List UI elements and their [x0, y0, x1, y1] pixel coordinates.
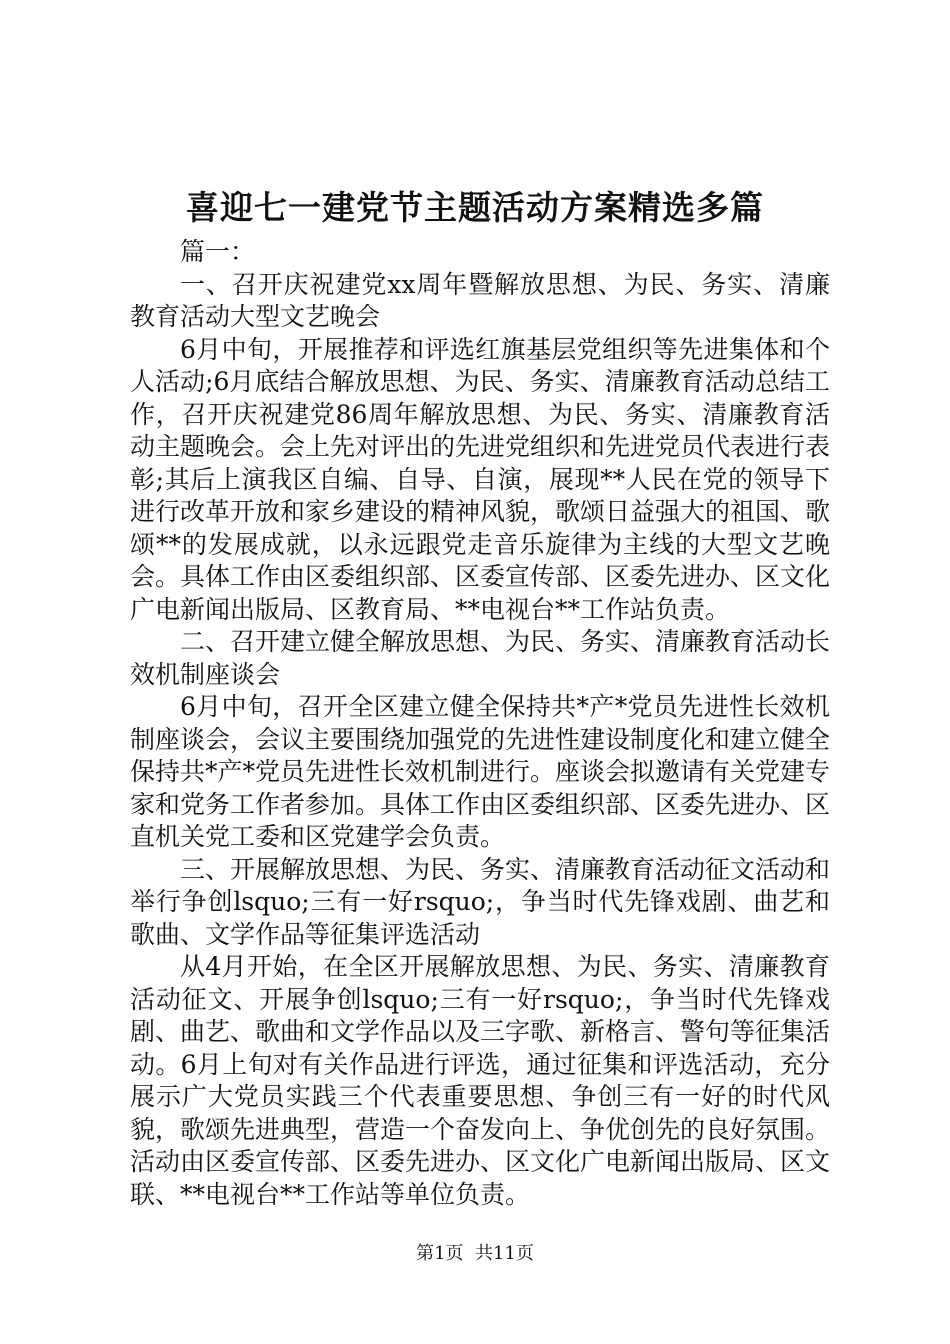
page-total: 共11页 [475, 1243, 534, 1264]
item-body-2: 6月中旬，召开全区建立健全保持共*产*党员先进性长效机制座谈会，会议主要围绕加强党的先进性建设制度化和建立健全保持共*产*党员先进性长效机制进行。座谈会拟邀请有关党建专家和党务工作者参加。具体工作由区委组织部、区委先进办、区直机关党工委和区党建学会负责。 [130, 692, 831, 851]
item-body-3: 从4月开始，在全区开展解放思想、为民、务实、清廉教育活动征文、开展争创lsquo;三有一好rsquo;，争当时代先锋戏剧、曲艺、歌曲和文学作品以及三字歌、新格言、警句等征集活动。6月上旬对有关作品进行评选，通过征集和评选活动，充分展示广大党员实践三个代表重要思想、争创三有一好的时代风貌，歌颂先进典型，营造一个奋发向上、争优创先的良好氛围。活动由区委宣传部、区委先进办、区文化广电新闻出版局、区文联、**电视台**工作站等单位负责。 [130, 952, 831, 1209]
page-footer [0, 1242, 950, 1266]
item-heading-3: 三、开展解放思想、为民、务实、清廉教育活动征文活动和举行争创lsquo;三有一好rsquo;，争当时代先锋戏剧、曲艺和歌曲、文学作品等征集评选活动 [130, 854, 831, 949]
document-title: 喜迎七一建党节主题活动方案精选多篇 [186, 188, 764, 227]
item-heading-2: 二、召开建立健全解放思想、为民、务实、清廉教育活动长效机制座谈会 [130, 627, 831, 689]
section-heading-part-one: 篇一： [180, 237, 256, 266]
footer-separator [464, 1243, 475, 1264]
page-number: 第1页 [416, 1243, 464, 1264]
document-body [130, 236, 830, 1211]
item-heading-1: 一、召开庆祝建党xx周年暨解放思想、为民、务实、清廉教育活动大型文艺晚会 [130, 269, 830, 331]
item-body-1: 6月中旬，开展推荐和评选红旗基层党组织等先进集体和个人活动;6月底结合解放思想、为民、务实、清廉教育活动总结工作，召开庆祝建党86周年解放思想、为民、务实、清廉教育活动主题晚会。会上先对评出的先进党组织和先进党员代表进行表彰;其后上演我区自编、自导、自演，展现**人民在党的领导下进行改革开放和家乡建设的精神风貌，歌颂日益强大的祖国、歌颂**的发展成就，以永远跟党走音乐旋律为主线的大型文艺晚会。具体工作由区委组织部、区委宣传部、区委先进办、区文化广电新闻出版局、区教育局、**电视台**工作站负责。 [130, 334, 831, 624]
